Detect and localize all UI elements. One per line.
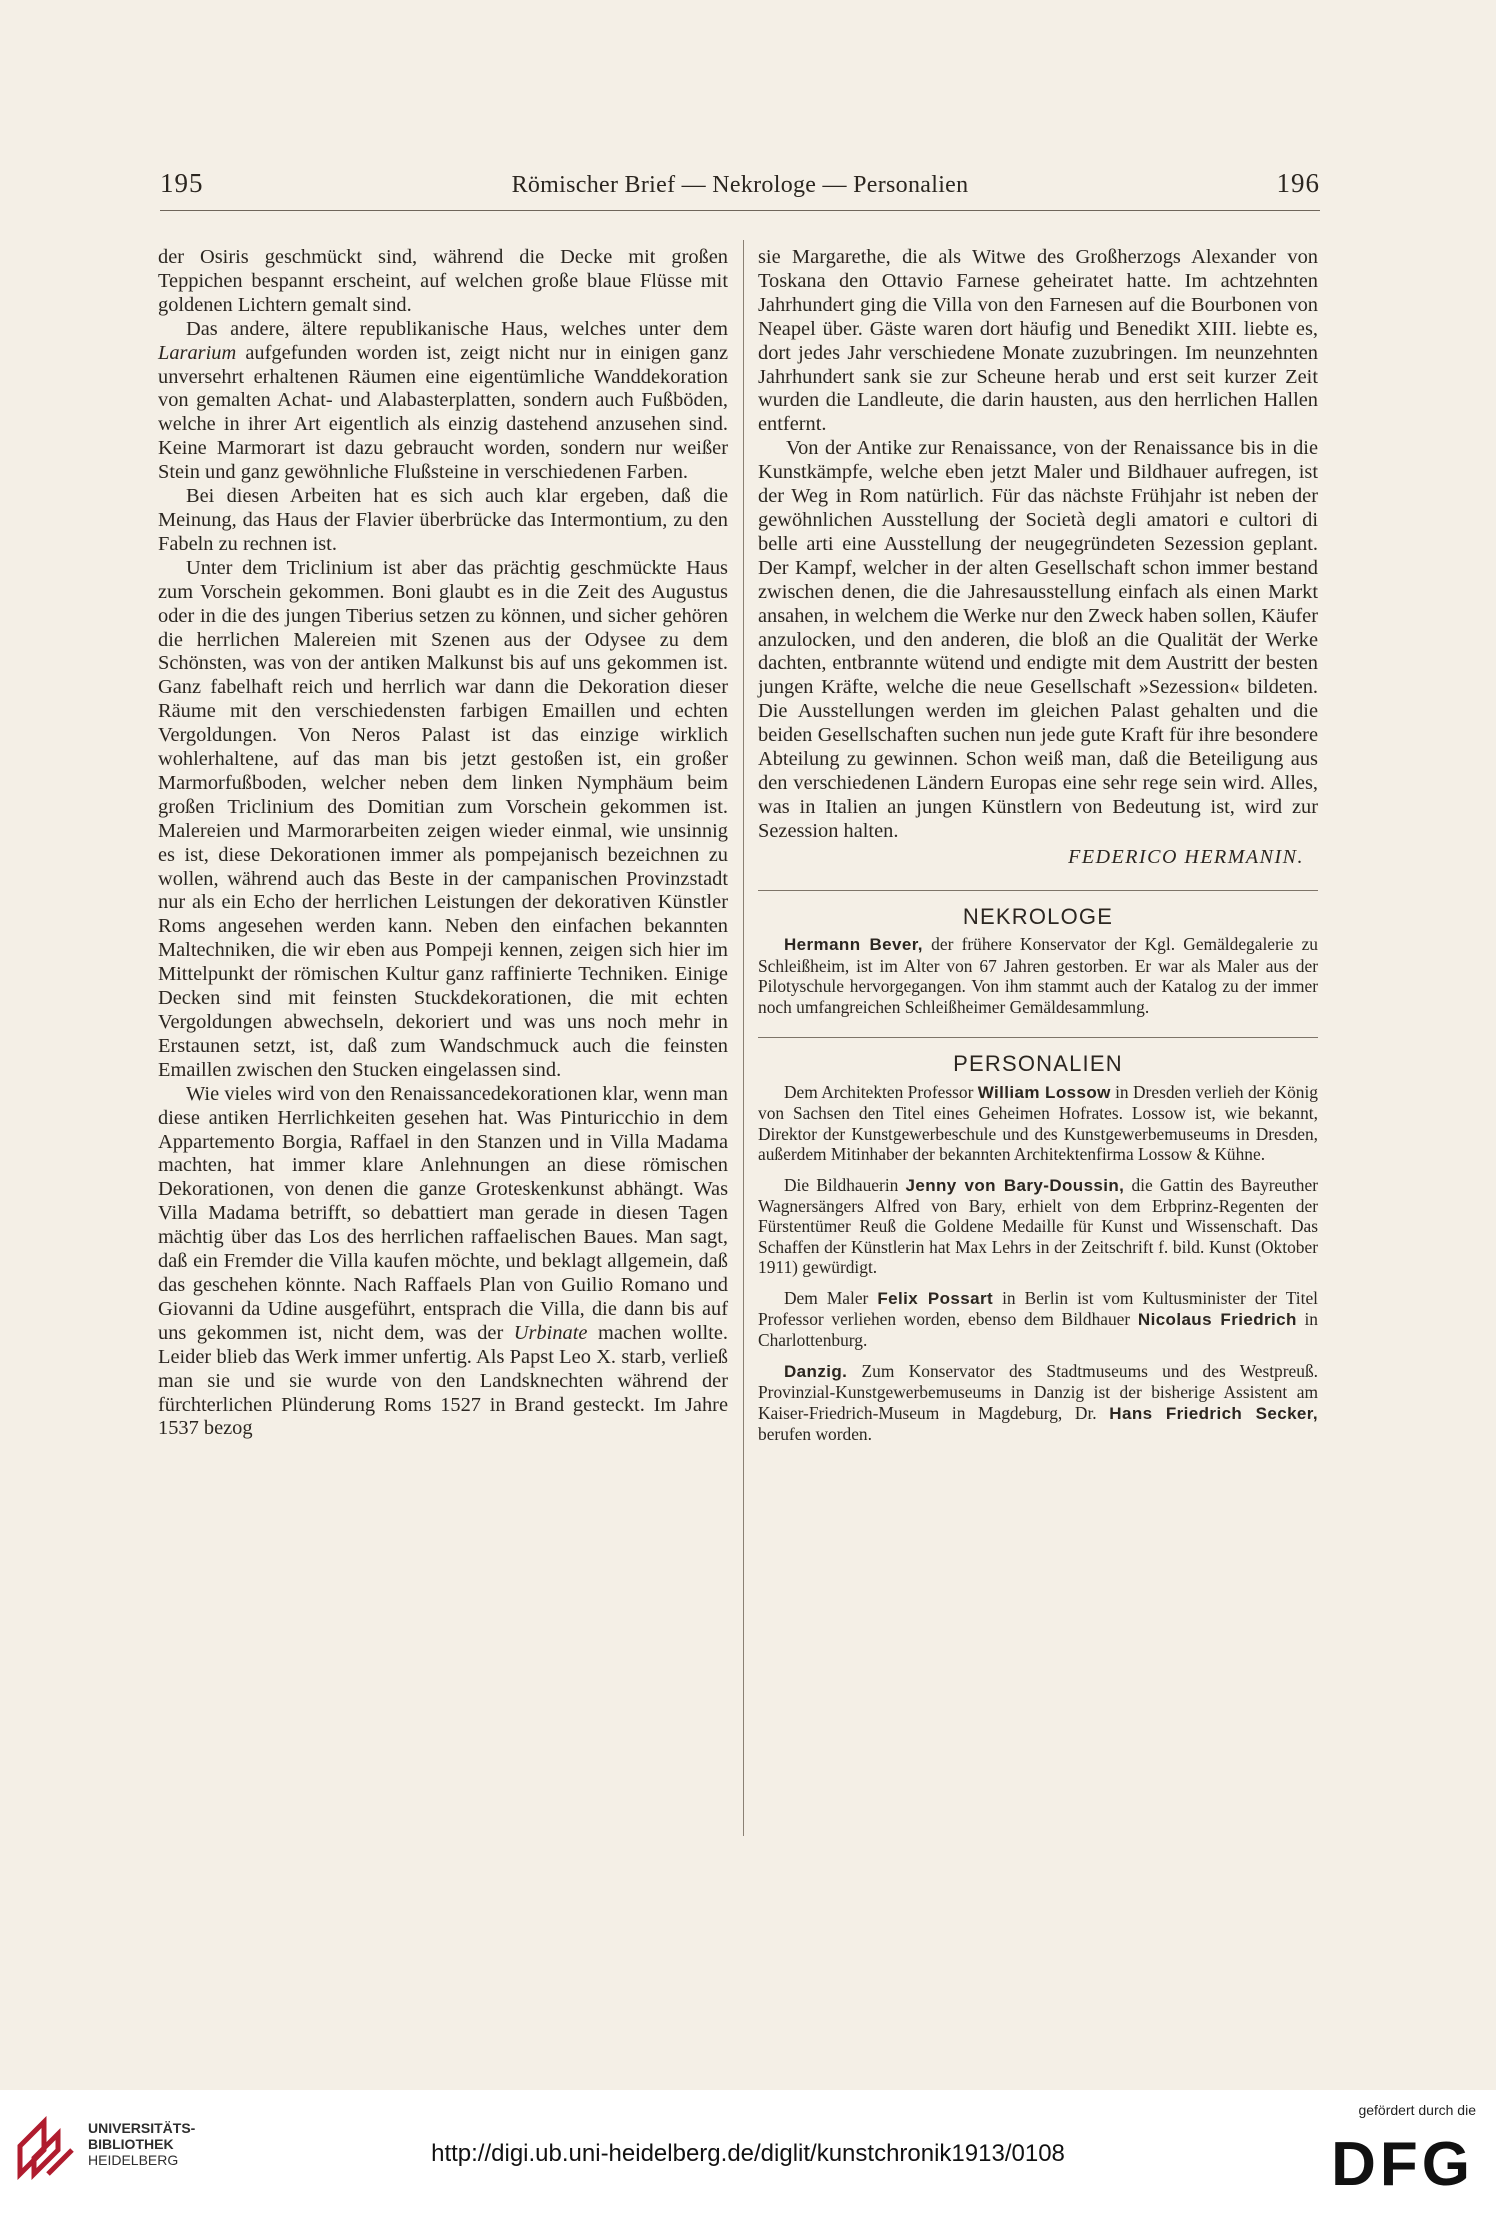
text-run: Dem Architekten Professor	[784, 1082, 978, 1102]
paragraph: der Osiris geschmückt sind, während die Decke mit großen Teppichen bespannt erscheint, auf welchen große blaue Flüsse mit goldenen Lichtern gemalt sind.	[158, 246, 728, 316]
section-rule	[758, 890, 1318, 891]
right-column	[758, 246, 1318, 1455]
library-name-line: BIBLIOTHEK	[88, 2136, 174, 2152]
paragraph: Bei diesen Arbeiten hat es sich auch klar ergeben, daß die Meinung, das Haus der Flavier überbrücke das Intermontium, zu den Fabeln zu rechnen ist.	[158, 485, 728, 555]
funding-text: gefördert durch die	[1358, 2102, 1476, 2118]
text-run: Wie vieles wird von den Renaissancedekorationen klar, wenn man diese antiken Herrlichkeiten gesehen hat. Was Pinturicchio in dem Appartemento Borgia, Raffael in den Stanzen und in Villa Madama machten, hat immer klare Anlehnungen an diese römischen Dekorationen, von denen die ganze Groteskenkunst abhängt. Was Villa Madama betrifft, so debattiert man gerade in diesen Tagen mächtig über das Los des herrlichen raffaelischen Baues. Man sagt, daß ein Fremder die Villa kaufen möchte, und beklagt allgemein, daß das geschehen könnte. Nach Raffaels Plan von Guilio Romano und Giovanni da Udine ausgeführt, entsprach die Villa, die dann bis auf uns gekommen ist, nicht dem, was der	[158, 1082, 728, 1344]
personalien-section	[758, 1082, 1318, 1445]
running-head	[160, 168, 1320, 208]
paragraph: Unter dem Triclinium ist aber das prächtig geschmückte Haus zum Vorschein gekommen. Boni glaubt es in die Zeit des Augustus oder in die des jungen Tiberius setzen zu können, und sicher gehören die herrlichen Malereien mit Szenen aus der Odysee zu dem Schönsten, was von der antiken Malkunst bis auf uns gekommen ist. Ganz fabelhaft reich und herrlich war dann die Dekoration dieser Räume mit den verschiedensten farbigen Emaillen und echten Vergoldungen. Von Neros Palast ist das einzige wirklich wohlerhaltene, auf das man bis jetzt gestoßen ist, ein großer Marmorfußboden, welcher neben dem linken Nymphäum beim großen Triclinium des Domitian zum Vorschein gekommen ist. Malereien und Marmorarbeiten zeigen wieder einmal, wie unsinnig es ist, diese Dekorationen immer als pompejanisch bezeichnen zu wollen, während auch das Beste in der campanischen Provinzstadt nur als ein Echo der herrlichen Leistungen der dekorativen Künstler Roms angesehen werden kann. Neben den einfachen bekannten Maltechniken, die wir eben aus Pompeji kennen, zeigen sich hier im Mittelpunkt der römischen Kultur ganz raffinierte Techniken. Einige Decken sind mit feinsten Stuckdekorationen, die mit echten Vergoldungen abwechseln, dekoriert und was uns noch mehr in Erstaunen setzt, ist, daß zum Wandschmuck auch die feinsten Emaillen zwischen den Stucken eingelassen sind.	[158, 556, 728, 1081]
text-run: Zum Konservator des Stadtmuseums und des Westpreuß. Provinzial-Kunstgewerbemuseums in Danzig ist der bisherige Assistent am Kaiser-Friedrich-Museum in Magdeburg, Dr.	[758, 1360, 1318, 1423]
text-run: Die Bildhauerin	[784, 1174, 906, 1195]
person-name: Hans Friedrich Secker,	[1109, 1403, 1318, 1423]
text-run: aufgefunden worden ist, zeigt nicht nur in einigen ganz unversehrt erhaltenen Räumen eine eigentümliche Wanddekoration von gemalten Achat- und Alabasterplatten, sondern auch Fußböden, welche in ihrer Art eigentlich als einzig dastehend anzusehen sind. Keine Marmorart ist dazu gebraucht worden, sondern nur weißer Stein und ganz gewöhnliche Flußsteine in verschiedenen Farben.	[158, 341, 728, 484]
person-name: Jenny von Bary-Doussin,	[905, 1175, 1125, 1195]
text-run: in Dresden verlieh der König von Sachsen den Titel eines Geheimen Hofrates. Lossow ist, wie bekannt, Direktor der Kunstgewerbeschule und des Kunstgewerbemuseums in Dresden, außerdem Mitinhaber der bekannten Architektenfirma Lossow & Kühne.	[758, 1082, 1319, 1165]
running-title: Römischer Brief — Nekrologe — Personalien	[511, 172, 969, 198]
person-name: Hermann Bever,	[784, 935, 923, 955]
page-number-right: 196	[1276, 168, 1320, 198]
personalie-entry	[758, 1082, 1318, 1165]
text-run: in Berlin ist vom Kultusminister der Titel Professor verliehen worden, ebenso dem Bildhauer	[758, 1287, 1318, 1330]
section-title-personalien: PERSONALIEN	[953, 1051, 1123, 1077]
text-run: machen wollte. Leider blieb das Werk immer unfertig. Als Papst Leo X. starb, verließ man sie und sie wurde von den Landsknechten während der fürchterlichen Plünderung Roms 1527 in Brand gesteckt. Im Jahre 1537 bezog	[158, 1321, 728, 1440]
dfg-logo: DFG	[1331, 2130, 1474, 2199]
person-name: William Lossow	[977, 1083, 1111, 1102]
text-run: der frühere Konservator der Kgl. Gemäldegalerie zu Schleißheim, ist im Alter von 67 Jahren gestorben. Er war als Maler aus der Pilotyschule hervorgegangen. Von ihm stammt auch der Katalog zu der immer noch umfangreichen Schleißheimer Gemäldesammlung.	[758, 934, 1318, 1017]
paragraph: sie Margarethe, die als Witwe des Großherzogs Alexander von Toskana den Ottavio Farnese geheiratet hatte. Im achtzehnten Jahrhundert ging die Villa von den Farnesen auf die Bourbonen von Neapel über. Gäste waren dort häufig und Benedikt XIII. liebte es, dort jedes Jahr verschiedene Monate zuzubringen. Im neunzehnten Jahrhundert sank sie zur Scheune herab und erst seit kurzer Zeit wurden die Landleute, die darin hausten, aus den herrlichen Hallen entfernt.	[758, 246, 1318, 436]
personalie-entry	[758, 1361, 1318, 1445]
column-divider	[743, 240, 744, 1836]
text-run: berufen worden.	[758, 1424, 872, 1445]
person-name: Nicolaus Friedrich	[1137, 1310, 1297, 1330]
text-run: die Gattin des Bayreuther Wagnersängers Alfred von Bary, erhielt von dem Erbprinz-Regenten der Fürstentümer Reuß die Goldene Medaille für Kunst und Wissenschaft. Das Schaffen der Künstlerin hat Max Lehrs in der Zeitschrift f. bild. Kunst (Oktober 1911) gewürdigt.	[758, 1174, 1318, 1278]
section-title-nekrologe: NEKROLOGE	[962, 903, 1114, 929]
library-name-line: UNIVERSITÄTS-	[88, 2120, 196, 2136]
author-signature: FEDERICO HERMANIN.	[1068, 845, 1304, 868]
nekrologe-section	[758, 934, 1318, 1017]
italic-text: Urbinate	[513, 1321, 588, 1344]
page-number-left: 195	[160, 168, 204, 198]
italic-text: Lararium	[158, 341, 237, 364]
person-name: Felix Possart	[877, 1288, 994, 1308]
section-rule	[758, 1037, 1318, 1038]
text-run: Das andere, ältere republikanische Haus, welches unter dem	[186, 317, 728, 340]
personalie-entry	[758, 1175, 1318, 1278]
digitization-footer	[0, 2090, 1496, 2214]
text-run: in Charlottenburg.	[758, 1309, 1318, 1351]
personalie-entry	[758, 1288, 1318, 1351]
library-name-line: HEIDELBERG	[88, 2152, 179, 2168]
place-name: Danzig.	[784, 1361, 848, 1381]
paragraph: Von der Antike zur Renaissance, von der Renaissance bis in die Kunstkämpfe, welche eben jetzt Maler und Bildhauer aufregen, ist der Weg in Rom natürlich. Für das nächste Frühjahr ist neben der gewöhnlichen Ausstellung der Società degli amatori e cultori di belle arti eine Ausstellung der neugegründeten Sezession geplant. Der Kampf, welcher in der alten Gesellschaft schon immer bestand zwischen denen, die die Jahresausstellung einfach als einen Markt ansahen, in welchem die Werke nur den Zweck haben sollen, Käufer anzulocken, und den anderen, die bloß an die Qualität der Werke dachten, entbrannte wütend und endigte mit dem Austritt der besten jungen Kräfte, welche die neue Gesellschaft »Sezession« bildeten. Die Ausstellungen werden im gleichen Palast gehalten und die beiden Gesellschaften suchen nun jede gute Kraft für ihre besondere Abteilung zu gewinnen. Schon weiß man, daß die Beteiligung aus den verschiedenen Ländern Europas eine sehr rege sein wird. Alles, was in Italien an jungen Künstlern von Bedeutung ist, wird zur Sezession halten.	[758, 437, 1318, 842]
text-run: Dem Maler	[784, 1287, 878, 1308]
paragraph	[158, 1083, 728, 1442]
source-url-link[interactable]: http://digi.ub.uni-heidelberg.de/diglit/kunstchronik1913/0108	[431, 2140, 1065, 2167]
header-rule	[160, 210, 1320, 211]
nekrolog-entry	[758, 934, 1318, 1017]
left-column	[158, 246, 728, 1441]
paragraph	[158, 318, 728, 485]
